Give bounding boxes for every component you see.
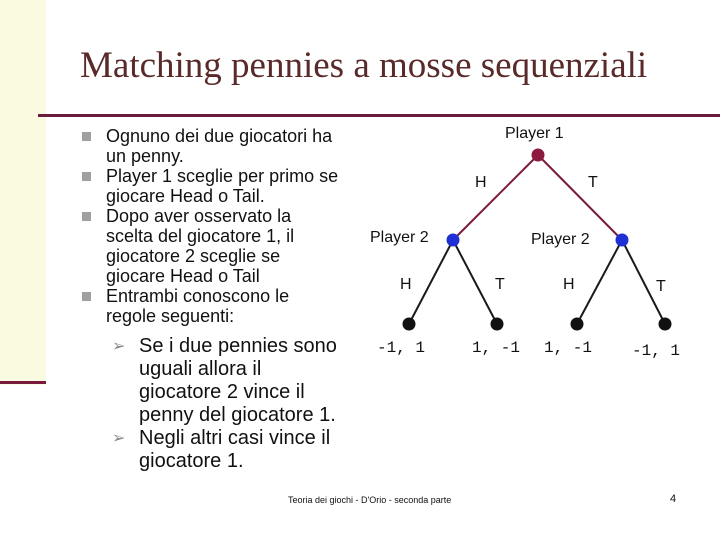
terminal-node [403,318,416,331]
terminal-node [491,318,504,331]
player2-label-left: Player 2 [370,229,429,246]
edge-left-h [409,240,453,324]
page-number: 4 [670,493,677,505]
sub-bullet-item: ➢ Se i due pennies sono uguali allora il giocatore 2 vince il penny del giocatore 1. [112,335,337,426]
root-node [532,149,545,162]
bullet-item: Player 1 sceglie per primo se giocare Head o Tail. [82,166,372,206]
bullet-item: Entrambi conoscono le regole seguenti: [82,286,372,326]
payoff-label: 1, -1 [472,339,521,357]
slide-title: Matching pennies a mosse sequenziali [80,45,648,86]
payoff-label: 1, -1 [544,339,593,357]
root-player-label: Player 1 [505,125,564,142]
edge-label-right-t: T [656,278,666,295]
edge-root-t [538,155,622,240]
bullet-item: Ognuno dei due giocatori ha un penny. [82,126,372,166]
edge-root-h [453,155,538,240]
arrow-bullet-icon: ➢ [112,430,126,447]
player2-label-right: Player 2 [531,231,590,248]
arrow-bullet-icon: ➢ [112,338,126,355]
player2-node-right [616,234,629,247]
bullet-item: Dopo aver osservato la scelta del giocatore 1, il giocatore 2 sceglie se giocare Head o Tail [82,206,372,286]
edge-label-left-t: T [495,276,505,293]
edge-label-left-h: H [400,276,412,293]
sub-bullet-item: ➢ Negli altri casi vince il giocatore 1. [112,427,331,472]
edge-right-h [577,240,622,324]
slide-footer: Teoria dei giochi - D'Orio - seconda parte [288,495,452,505]
edge-label-root-h: H [475,174,487,191]
payoff-label: -1, 1 [377,339,426,357]
terminal-node [659,318,672,331]
terminal-node [571,318,584,331]
edge-left-t [453,240,497,324]
edge-label-right-h: H [563,276,575,293]
payoff-label: -1, 1 [632,342,681,360]
player2-node-left [447,234,460,247]
edge-label-root-t: T [588,174,598,191]
